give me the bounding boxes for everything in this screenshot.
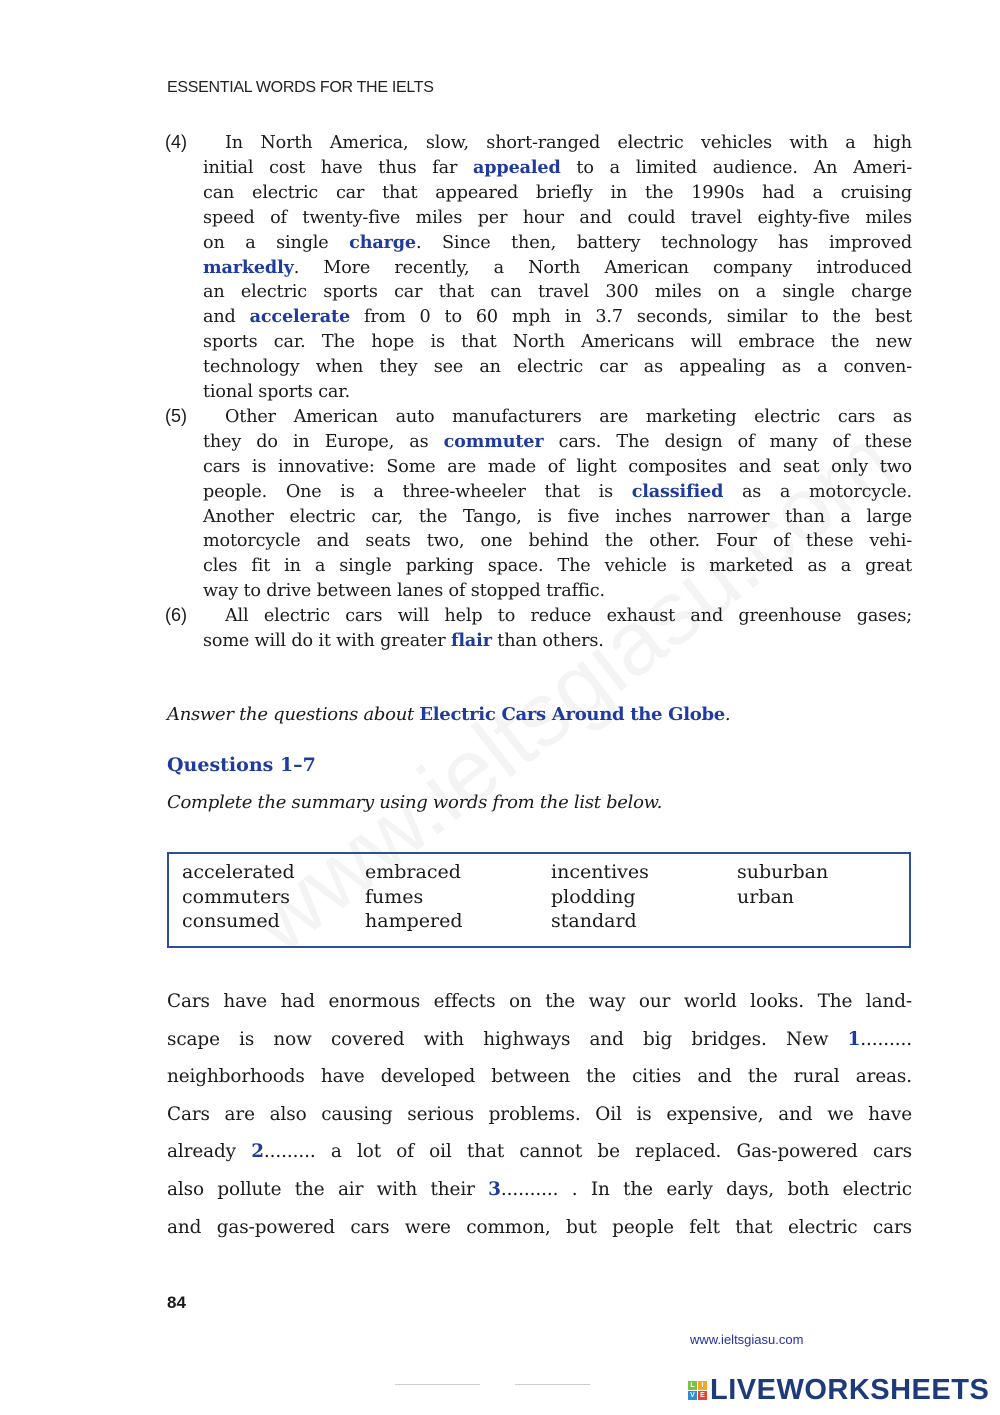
logo-mark-icon [688, 1381, 707, 1400]
word-option: incentives [551, 861, 649, 883]
answer-blank-3[interactable]: 3 [488, 1179, 501, 1200]
summary-line [167, 1179, 912, 1200]
text-segment: cars is innovative: Some are made of light composites and seat only two [203, 456, 912, 477]
text-segment: from 0 to 60 mph in 3.7 seconds, similar to the best [350, 307, 912, 328]
word-option: commuters [182, 885, 291, 908]
divider [395, 1384, 480, 1385]
word-option: hampered [365, 910, 463, 932]
text-segment: sports car. The hope is that North Americans will embrace the new [203, 332, 912, 353]
word-option: embraced [365, 861, 461, 883]
passage-line [203, 630, 912, 652]
summary-line [167, 991, 912, 1012]
vocabulary-word: charge [349, 231, 416, 253]
passage-line [203, 306, 912, 328]
word-option: urban [737, 885, 795, 908]
vocabulary-word: commuter [443, 430, 544, 452]
text-segment: also pollute the air with their [167, 1179, 489, 1200]
passage-line [203, 157, 912, 179]
questions-heading: Questions 1–7 [167, 754, 316, 776]
text-segment: way to drive between lanes of stopped traffic. [203, 581, 605, 602]
footer-url[interactable]: www.ieltsgiasu.com [690, 1332, 804, 1347]
passage-line [203, 331, 912, 353]
logo-text: LIVEWORKSHEETS [710, 1374, 990, 1406]
text-segment: as a motorcycle. [723, 481, 912, 502]
passage-line [203, 580, 912, 602]
text-segment: on a single [203, 232, 350, 253]
paragraph-number: (6) [165, 605, 187, 626]
passage-line [203, 555, 912, 577]
word-option: accelerated [182, 861, 295, 883]
text-segment: . Since then, battery technology has improved [415, 232, 912, 253]
text-segment: speed of twenty-five miles per hour and could travel eighty-five miles [203, 207, 912, 228]
text-segment: cars. The design of many of these [543, 431, 912, 452]
text-segment: Cars have had enormous effects on the way our world looks. The land- [167, 991, 912, 1012]
passage-line [203, 257, 912, 279]
word-option: fumes [365, 885, 424, 908]
passage-line [203, 207, 912, 229]
passage-line [203, 456, 912, 478]
text-segment: some will do it with greater [203, 631, 451, 651]
word-list-box [167, 852, 911, 948]
passage-title: Electric Cars Around the Globe [419, 704, 725, 725]
summary-line [167, 1104, 912, 1125]
passage-line [203, 530, 912, 552]
passage-line [225, 406, 912, 428]
text-segment: tional sports car. [203, 382, 351, 402]
text-segment: technology when they see an electric car as appealing as a conven- [203, 357, 912, 378]
vocabulary-word: appealed [473, 156, 561, 178]
text-segment: Cars are also causing serious problems. Oil is expensive, and we have [167, 1103, 912, 1125]
text-segment: ......... a lot of oil that cannot be replaced. Gas-powered cars [263, 1141, 912, 1163]
text-segment: . More recently, a North American company introduced [293, 257, 912, 278]
vocabulary-word: classified [631, 480, 724, 502]
answer-instruction [167, 704, 730, 725]
answer-blank-1[interactable]: 1 [847, 1028, 861, 1050]
paragraph-number: (5) [165, 405, 187, 426]
passage-line [225, 605, 912, 627]
vocabulary-word: flair [450, 630, 492, 651]
text-segment: motorcycle and seats two, one behind the other. Four of these vehi- [203, 531, 912, 552]
passage-line [203, 481, 912, 503]
vocabulary-word: markedly [203, 256, 294, 278]
logo-mark-letter: L [688, 1381, 697, 1390]
word-option: plodding [551, 885, 636, 908]
text-segment: .......... . In the early days, both electric [500, 1179, 912, 1200]
logo-mark-letter: E [698, 1391, 707, 1400]
text-segment: scape is now covered with highways and big bridges. New [167, 1028, 848, 1050]
word-option: standard [551, 910, 637, 932]
instruction-suffix: . [724, 704, 731, 725]
text-segment: an electric sports car that can travel 300 miles on a single charge [203, 282, 912, 303]
text-segment: and gas-powered cars were common, but people felt that electric cars [167, 1216, 912, 1238]
summary-line [167, 1029, 912, 1050]
text-segment: Another electric car, the Tango, is five inches narrower than a large [203, 506, 912, 527]
logo-mark-letter: I [698, 1381, 707, 1390]
passage-line [203, 232, 912, 254]
text-segment: they do in Europe, as [203, 431, 444, 452]
summary-line [167, 1141, 912, 1162]
text-segment: can electric car that appeared briefly in the 1990s had a cruising [203, 182, 912, 203]
liveworksheets-logo [688, 1374, 989, 1407]
summary-line [167, 1066, 912, 1087]
questions-instruction: Complete the summary using words from the list below. [167, 792, 663, 813]
passage-line [203, 182, 912, 204]
text-segment: neighborhoods have developed between the cities and the rural areas. [167, 1066, 912, 1088]
vocabulary-word: accelerate [249, 306, 350, 328]
text-segment: people. One is a three-wheeler that is [203, 481, 632, 502]
word-option: suburban [737, 861, 829, 883]
text-segment: initial cost have thus far [203, 157, 474, 178]
passage-line [203, 381, 912, 403]
text-segment: ......... [860, 1028, 912, 1050]
passage-line [203, 431, 912, 453]
instruction-text: Answer the questions about [167, 704, 420, 725]
text-segment: In North America, slow, short-ranged electric vehicles with a high [225, 133, 912, 153]
passage-line [225, 132, 912, 154]
logo-mark-letter: V [688, 1391, 697, 1400]
text-segment: than others. [491, 631, 604, 651]
passage-line [203, 281, 912, 303]
answer-blank-2[interactable]: 2 [251, 1141, 264, 1163]
text-segment: cles fit in a single parking space. The vehicle is marketed as a great [203, 556, 912, 577]
text-segment: and [203, 307, 250, 328]
divider [515, 1384, 590, 1385]
page-number: 84 [167, 1293, 186, 1312]
text-segment: already [167, 1141, 252, 1163]
text-segment: to a limited audience. An Ameri- [560, 157, 912, 178]
text-segment: All electric cars will help to reduce exhaust and greenhouse gases; [225, 606, 912, 627]
paragraph-number: (4) [165, 132, 187, 152]
summary-line [167, 1217, 912, 1238]
passage-line [203, 356, 912, 378]
word-option: consumed [182, 910, 280, 932]
text-segment: Other American auto manufacturers are marketing electric cars as [225, 406, 912, 427]
passage-line [203, 506, 912, 528]
running-header: ESSENTIAL WORDS FOR THE IELTS [167, 79, 434, 96]
